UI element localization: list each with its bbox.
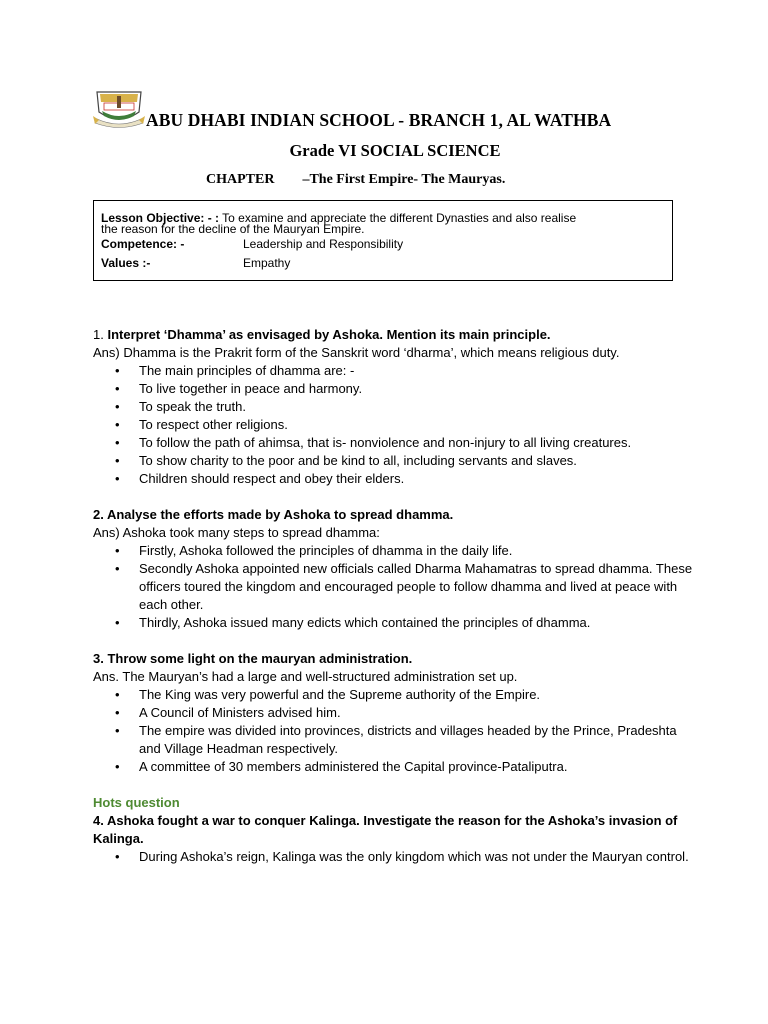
list-item: • Firstly, Ashoka followed the principles of dhamma in the daily life. (93, 542, 693, 560)
competence-label: Competence: - (101, 237, 185, 251)
lesson-objective-box (93, 200, 673, 281)
answer-1: Ans) Dhamma is the Prakrit form of the Sanskrit word ‘dharma’, which means religious duty. (93, 345, 620, 360)
list-item: • A Council of Ministers advised him. (93, 704, 693, 722)
question-text: Analyse the efforts made by Ashoka to spread dhamma. (103, 507, 454, 522)
school-crest-logo (93, 86, 145, 128)
list-item: • Thirdly, Ashoka issued many edicts which contained the principles of dhamma. (93, 614, 693, 632)
competence-row (101, 237, 404, 251)
question-4 (93, 812, 693, 848)
objective-label: Lesson Objective: - : (101, 211, 220, 225)
school-name: ABU DHABI INDIAN SCHOOL - BRANCH 1, AL WATHBA (146, 110, 612, 130)
hots-label: Hots question (93, 795, 180, 810)
grade-title-text: Grade VI SOCIAL SCIENCE (289, 141, 501, 160)
values-value: Empathy (243, 256, 291, 270)
list-item: • The main principles of dhamma are: - (93, 362, 693, 380)
question-number: 4. (93, 813, 104, 828)
answer-3: Ans. The Mauryan’s had a large and well-structured administration set up. (93, 669, 518, 684)
answer-1-list (93, 362, 693, 488)
list-item: • A committee of 30 members administered the Capital province-Pataliputra. (93, 758, 693, 776)
answer-2-list (93, 542, 693, 632)
list-item: • Children should respect and obey their elders. (93, 470, 693, 488)
list-item: • To speak the truth. (93, 398, 693, 416)
answer-3-list (93, 686, 693, 776)
question-3 (93, 650, 693, 668)
chapter-title: –The First Empire- The Mauryas. (302, 172, 506, 187)
list-item: • To follow the path of ahimsa, that is- nonviolence and non-injury to all living creatures. (93, 434, 693, 452)
worksheet-content (93, 326, 693, 866)
question-number: 1. (93, 327, 104, 342)
values-label: Values :- (101, 256, 151, 270)
objective-row-continued (101, 223, 364, 236)
objective-text-line1: To examine and appreciate the different Dynasties and also realise (219, 211, 577, 225)
values-row (101, 256, 291, 270)
list-item: • During Ashoka’s reign, Kalinga was the only kingdom which was not under the Mauryan control. (93, 848, 693, 866)
question-number: 3. (93, 651, 104, 666)
list-item: • To live together in peace and harmony. (93, 380, 693, 398)
answer-4-list (93, 848, 693, 866)
objective-text-line2: the reason for the decline of the Mauryan Empire. (101, 222, 365, 236)
chapter-heading (206, 172, 505, 188)
list-item: • The empire was divided into provinces, districts and villages headed by the Prince, Pradeshta and Village Headman respectively. (93, 722, 693, 758)
answer-2: Ans) Ashoka took many steps to spread dhamma: (93, 525, 380, 540)
question-text: Interpret ‘Dhamma’ as envisaged by Ashoka. Mention its main principle. (103, 327, 551, 342)
question-2 (93, 506, 693, 524)
question-text: Ashoka fought a war to conquer Kalinga. Investigate the reason for the Ashoka’s invasion of Kalinga. (93, 813, 678, 846)
competence-value: Leadership and Responsibility (243, 237, 404, 251)
question-number: 2. (93, 507, 104, 522)
list-item: • To show charity to the poor and be kind to all, including servants and slaves. (93, 452, 693, 470)
grade-title (0, 141, 768, 161)
question-1 (93, 326, 693, 344)
chapter-label: CHAPTER (206, 172, 275, 187)
list-item: • The King was very powerful and the Supreme authority of the Empire. (93, 686, 693, 704)
question-text: Throw some light on the mauryan administration. (103, 651, 413, 666)
list-item: • Secondly Ashoka appointed new officials called Dharma Mahamatras to spread dhamma. These officers toured the kingdom and encouraged people to follow dhamma and lived at peace with each other. (93, 560, 693, 614)
list-item: • To respect other religions. (93, 416, 693, 434)
